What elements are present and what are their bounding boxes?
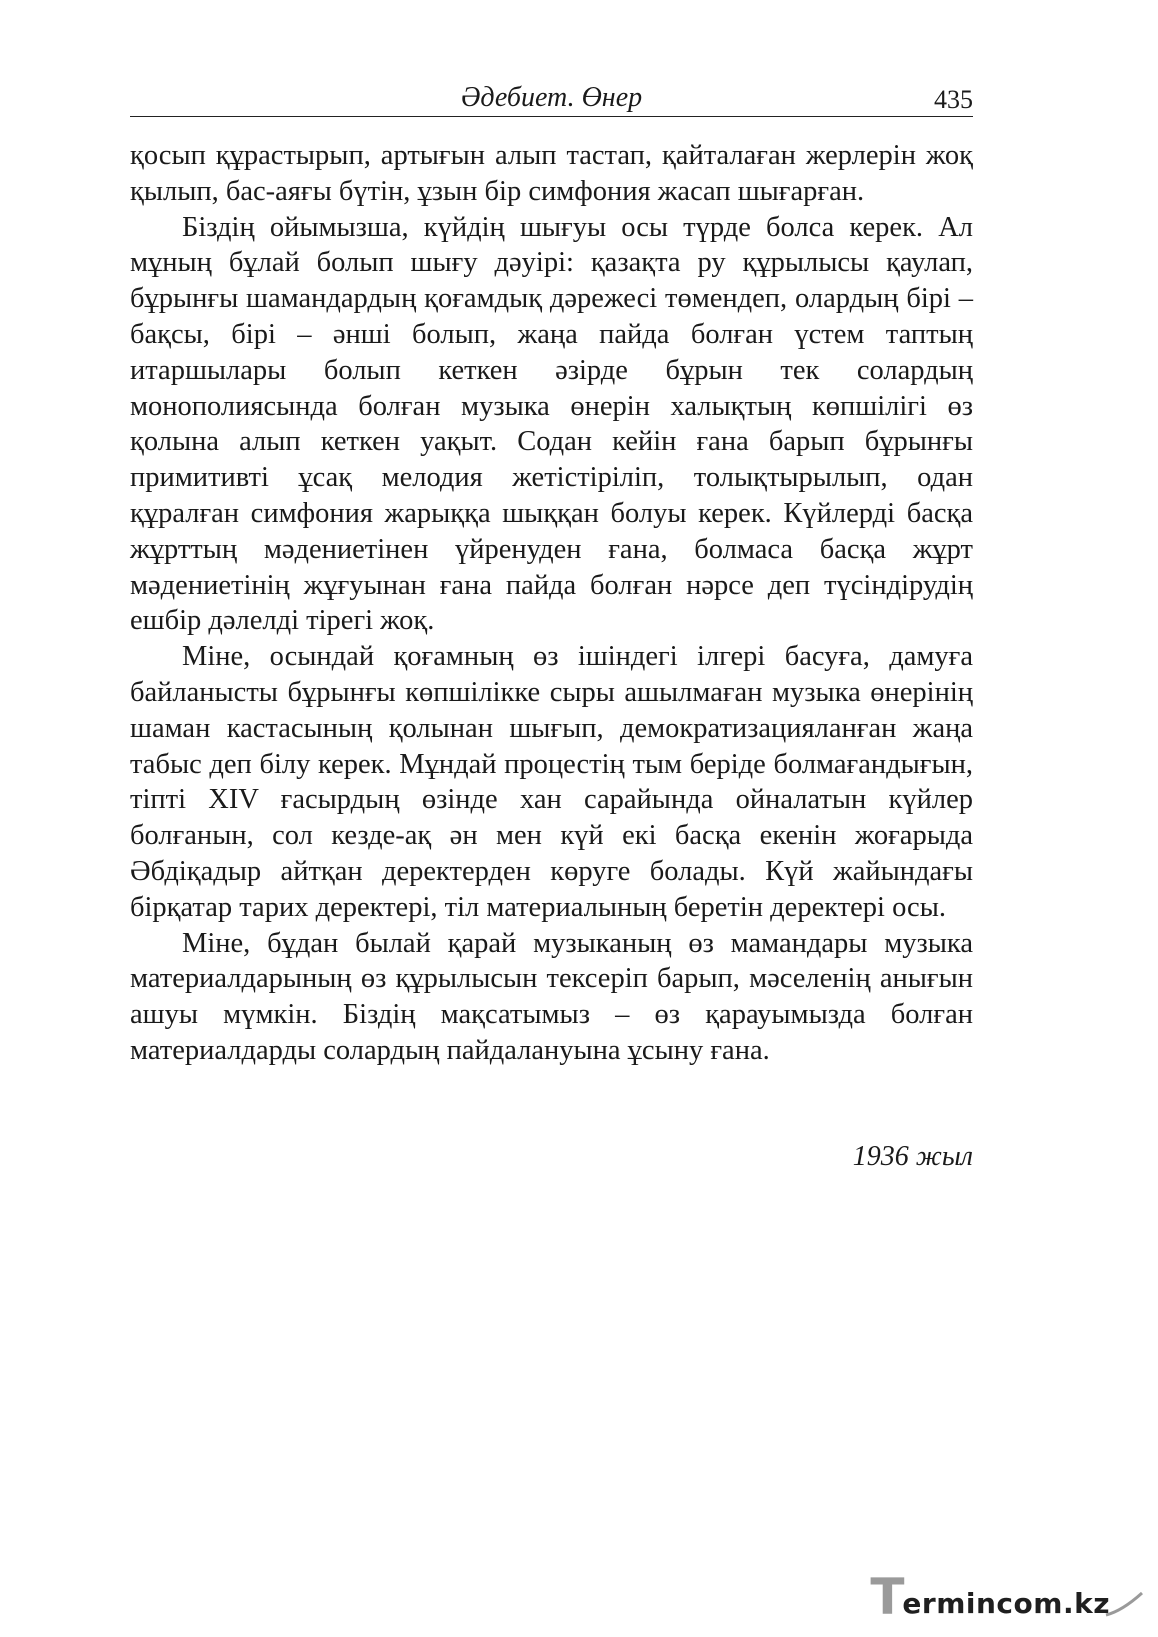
paragraph: Міне, бұдан былай қарай музыканың өз мамандары музыка материалдарының өз құрылысын тексеріп барып, мәселенің анығын ашуы мүмкін. Біздің мақсатымыз – өз қарауымызда болған материалдарды солардың пайдалануына ұсыну ғана. (130, 927, 973, 1066)
paragraph-continued: қосып құрастырып, артығын алып тастап, қайталаған жерлерін жоқ қылып, бас-аяғы бүтін, ұзын бір симфония жасап шығарған. (130, 140, 973, 207)
watermark-swoosh-icon (1104, 1589, 1144, 1619)
running-title: Әдебиет. Өнер (460, 82, 643, 113)
paragraph: Міне, осындай қоғамның өз ішіндегі ілгері басуға, дамуға байланысты бұрынғы көпшілікке сыры ашылмаған музыка өнерінің шаман кастасының қолынан шығып, демократизацияланған жаңа табыс деп білу керек. Мұндай процестің тым беріде болмағандығын, тіпті XIV ғасырдың өзінде хан сарайында ойналатын күйлер болғанын, сол кезде-ақ ән мен күй екі басқа екенін жоғарыда Әбдіқадыр айтқан деректерден көруге болады. Күй жайындағы бірқатар тарих деректері, тіл материалының беретін деректері осы. (130, 641, 973, 923)
body-text (130, 138, 973, 1069)
date-signature: 1936 жыл (852, 1141, 973, 1172)
site-watermark-logo (870, 1568, 1144, 1626)
watermark-text: ermincom.kz (902, 1587, 1110, 1620)
watermark-t-letter: T (870, 1568, 903, 1626)
page-number: 435 (934, 85, 973, 114)
paragraph: Біздің ойымызша, күйдің шығуы осы түрде болса керек. Ал мұның бұлай болып шығу дәуірі: қазақта ру құрылысы қаулап, бұрынғы шамандардың қоғамдық дәрежесі төмендеп, олардың бірі – бақсы, бірі – әнші болып, жаңа пайда болған үстем таптың итаршылары болып кеткен әзірде бұрын тек солардың монополиясында болған музыка өнерін халықтың көпшілігі өз қолына алып кеткен уақыт. Содан кейін ғана барып бұрынғы примитивті ұсақ мелодия жетістіріліп, толықтырылып, одан құралған симфония жарыққа шыққан болуы керек. Күйлерді басқа жұрттың мәдениетінен үйренуден ғана, болмаса басқа жұрт мәдениетінің жұғуынан ғана пайда болған нәрсе деп түсіндірудің ешбір дәлелді тірегі жоқ. (130, 211, 973, 637)
running-header (130, 82, 973, 117)
